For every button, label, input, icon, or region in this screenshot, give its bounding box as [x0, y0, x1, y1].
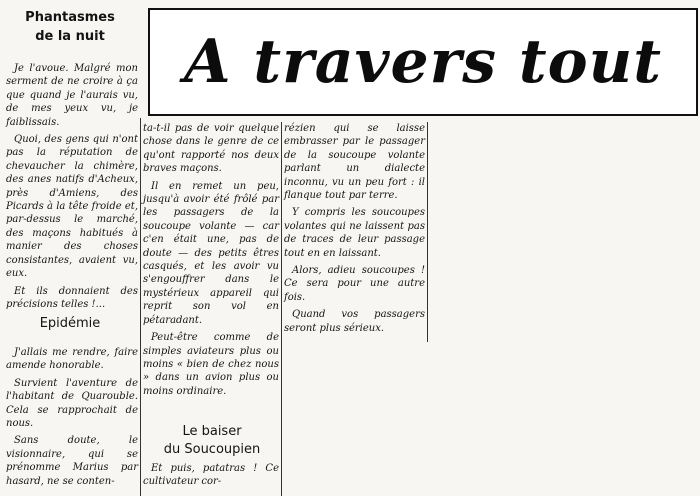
- paragraph: Sans doute, le visionnaire, qui se prénomme Marius par hasard, ne se conten-: [6, 435, 138, 487]
- subheading-line-1: Le baiser: [182, 424, 242, 439]
- paragraph: Peut-être comme de simples aviateurs plus ou moins « bien de chez nous » dans un avion plus ou moins ordinaire.: [143, 332, 279, 397]
- subheading-epidemie: Epidémie: [39, 316, 101, 331]
- left-column: [6, 62, 138, 315]
- banner-title: A travers tout: [183, 27, 663, 97]
- column-title: [6, 8, 134, 46]
- paragraph: ta-t-il pas de voir quelque chose dans le genre de ce qu'ont rapporté nos deux braves maçons.: [143, 123, 279, 175]
- right-column: [284, 122, 425, 339]
- column-divider: [281, 122, 282, 496]
- paragraph: Y compris les soucoupes volantes qui ne laissent pas de traces de leur passage tout en en laissant.: [284, 207, 425, 259]
- paragraph: Je l'avoue. Malgré mon serment de ne croire à ça que quand je l'aurais vu, de mes yeux vu, je faiblissais.: [6, 63, 138, 128]
- paragraph: Et puis, patatras ! Ce cultivateur cor-: [143, 463, 279, 488]
- column-divider: [427, 122, 428, 342]
- subheading-baiser: [146, 423, 278, 459]
- paragraph: Survient l'aventure de l'habitant de Quarouble. Cela se rapprochait de nous.: [6, 377, 138, 430]
- paragraph: J'allais me rendre, faire amende honorable.: [6, 347, 138, 372]
- column-divider: [140, 118, 141, 496]
- paragraph: Il en remet un peu, jusqu'à avoir été frôlé par les passagers de la soucoupe volante — car c'en était une, pas de doute — des petits êtres casqués, et les avoir vu s'engouffrer dans le mystérieux appareil qui reprit son vol en pétaradant.: [143, 180, 279, 326]
- column-title-line-1: Phantasmes: [25, 10, 115, 25]
- column-title-line-2: de la nuit: [35, 29, 105, 44]
- paragraph: Alors, adieu soucoupes ! Ce sera pour une autre fois.: [284, 265, 425, 303]
- left-column-continued: [6, 346, 138, 492]
- paragraph: Quand vos passagers seront plus sérieux.: [284, 309, 425, 334]
- middle-column-continued: [143, 462, 279, 493]
- paragraph: Et ils donnaient des précisions telles !...: [6, 285, 138, 310]
- middle-column: [143, 122, 279, 402]
- paragraph: Quoi, des gens qui n'ont pas la réputation de chevaucher la chimère, des anes natifs d'Acheux, près d'Amiens, des Picards à la tête froide et, par-dessus le marché, des maçons habitués à manier des choses consistantes, avaient vu, eux.: [6, 134, 138, 280]
- subheading-line-2: du Soucoupien: [163, 442, 261, 457]
- paragraph: rézien qui se laisse embrasser par le passager de la soucoupe volante parlant un dialecte inconnu, vu un peu fort : il flanque tout par terre.: [284, 123, 425, 202]
- section-banner: [148, 8, 698, 116]
